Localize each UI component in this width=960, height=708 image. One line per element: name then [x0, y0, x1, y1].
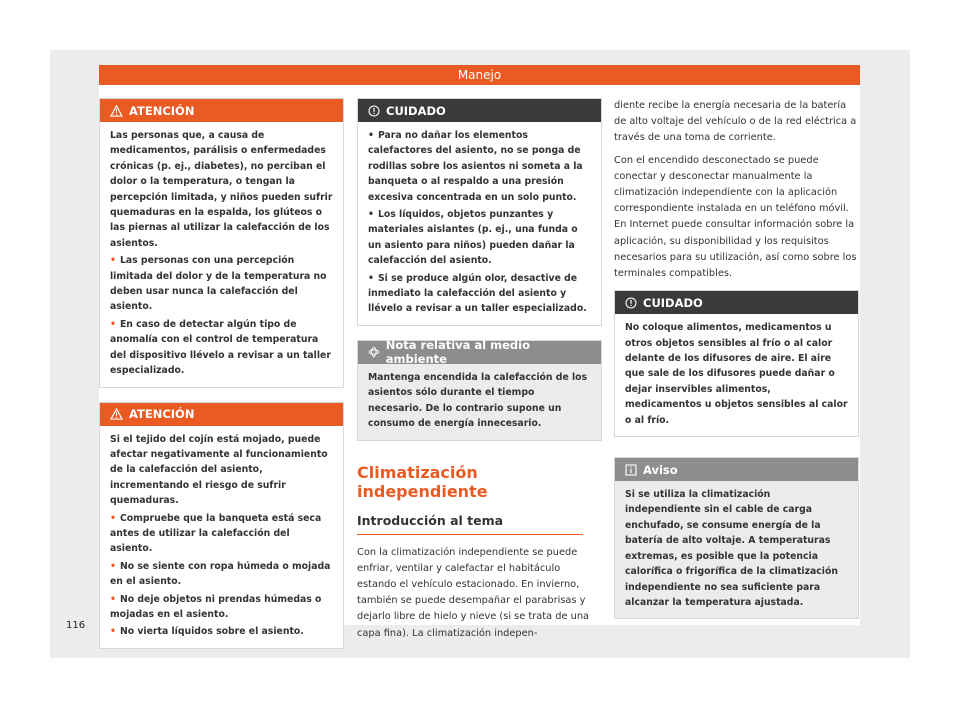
notice-box: [614, 457, 859, 619]
environment-note-title: Nota relativa al medio ambiente: [385, 338, 530, 367]
notice-box-header: [615, 458, 858, 481]
caution-box-header: [615, 291, 858, 314]
bullet-dot: •: [110, 593, 116, 605]
bullet-item: • Compruebe que la banqueta está seca antes de utilizar la calefacción del asiento.: [110, 512, 322, 555]
section-title: Climatización independiente: [357, 462, 488, 501]
bullet-dot: •: [110, 512, 116, 524]
notice-title: Aviso: [643, 462, 678, 477]
warning-box-header: [100, 99, 343, 122]
environment-note-box: [357, 340, 602, 441]
warning-box-1: [99, 98, 344, 388]
subsection-title: Introducción al tema: [357, 513, 583, 535]
body-text: [614, 98, 859, 282]
environment-note-body: Mantenga encendida la calefacción de los asientos sólo durante el tiempo necesario. De lo contrario supone un consumo de energía innecesario.: [358, 364, 601, 440]
notice-box-body: Si se utiliza la climatización independiente sin el cable de carga enchufado, se consume energía de la batería de alto voltaje. A temperaturas extremas, es posible que la potencia calorífica o frigorífica de la climatización independiente no sea suficiente para alcanzar la temperatura ajustada.: [615, 481, 858, 618]
bullet-item: • No se siente con ropa húmeda o mojada en el asiento.: [110, 560, 331, 588]
bullet-dot: •: [110, 318, 116, 330]
page-number: 116: [66, 620, 86, 631]
column-middle: [357, 98, 602, 648]
bullet-item: • En caso de detectar algún tipo de anomalía con el control de temperatura del dispositivo llévelo a revisar a un taller especializado.: [110, 318, 331, 377]
bullet-item: • Para no dañar los elementos calefactores del asiento, no se ponga de rodillas sobre los asientos ni someta a la banqueta o al respaldo a una presión excesiva concentrada en un solo punto.: [368, 130, 583, 203]
warning-box-body: [100, 122, 343, 387]
bullet-item: • Si se produce algún olor, desactive de inmediato la calefacción del asiento y llévelo a revisar a un taller especializado.: [368, 272, 587, 315]
caution-title: CUIDADO: [643, 295, 703, 310]
paragraph: diente recibe la energía necesaria de la batería de alto voltaje del vehículo o de la red eléctrica a través de una toma de corriente.: [614, 100, 857, 144]
info-circle-icon: [368, 105, 380, 117]
bullet-dot: •: [110, 560, 116, 572]
warning-box-header: [100, 403, 343, 426]
warning-box-2: [99, 402, 344, 649]
column-right: [614, 98, 859, 633]
caution-box-header: [358, 99, 601, 122]
body-text: Con la climatización independiente se puede enfriar, ventilar y calefactar el habitáculo estando el vehículo estacionado. En invierno, también se puede desempañar el parabrisas y dejarlo libre de hielo y nieve (si se trata de una capa fina). La climatización indepen-: [357, 546, 590, 639]
caution-box: [357, 98, 602, 326]
caution-box-body: [358, 122, 601, 325]
caution-box-body: No coloque alimentos, medicamentos u otros objetos sensibles al frío o al calor delante de los difusores de aire. El aire que sale de los difusores puede dañar o dejar inservibles alimentos, medicamentos u objetos sensibles al calor o al frío.: [615, 314, 858, 436]
bullet-item: • Los líquidos, objetos punzantes y materiales aislantes (p. ej., una funda o un asiento para niños) pueden dañar la calefacción del asiento.: [368, 209, 578, 267]
bullet-dot: •: [368, 272, 374, 284]
bullet-dot: •: [368, 130, 374, 141]
bullet-dot: •: [110, 255, 116, 267]
paragraph: Con el encendido desconectado se puede conectar y desconectar manualmente la climatización independiente con la aplicación correspondiente instalada en un teléfono móvil. En Internet puede consultar información sobre la aplicación, su disponibilidad y los requisitos necesarios para su utilización, así como sobre los terminales compatibles.: [614, 154, 857, 280]
bullet-dot: •: [110, 626, 116, 638]
bullet-item: • No deje objetos ni prendas húmedas o mojadas en el asiento.: [110, 593, 322, 620]
warning-intro: Si el tejido del cojín está mojado, puede afectar negativamente al funcionamiento de la calefacción del asiento, incrementando el riesgo de sufrir quemaduras.: [110, 433, 328, 507]
warning-triangle-icon: [110, 105, 123, 117]
warning-triangle-icon: [110, 408, 123, 420]
chapter-header: Manejo: [99, 65, 860, 85]
caution-box: [614, 290, 859, 437]
warning-title: ATENCIÓN: [129, 103, 195, 118]
info-circle-icon: [625, 297, 637, 309]
caution-title: CUIDADO: [386, 103, 446, 118]
environment-note-header: [358, 338, 601, 367]
warning-intro: Las personas que, a causa de medicamentos, parálisis o enfermedades crónicas (p. ej., diabetes), no perciban el dolor o la temperatura, o tengan la percepción limitada, y niños pueden sufrir quemaduras en la espalda, los glúteos o las piernas al utilizar la calefacción de los asientos.: [110, 130, 333, 249]
info-square-icon: [625, 464, 637, 476]
bullet-item: • No vierta líquidos sobre el asiento.: [110, 626, 304, 638]
bullet-dot: •: [368, 209, 374, 221]
warning-box-body: [100, 426, 343, 648]
warning-title: ATENCIÓN: [129, 407, 195, 421]
column-left: [99, 98, 344, 663]
leaf-icon: [368, 346, 380, 358]
bullet-item: • Las personas con una percepción limitada del dolor y de la temperatura no deben usar nunca la calefacción del asiento.: [110, 255, 327, 313]
